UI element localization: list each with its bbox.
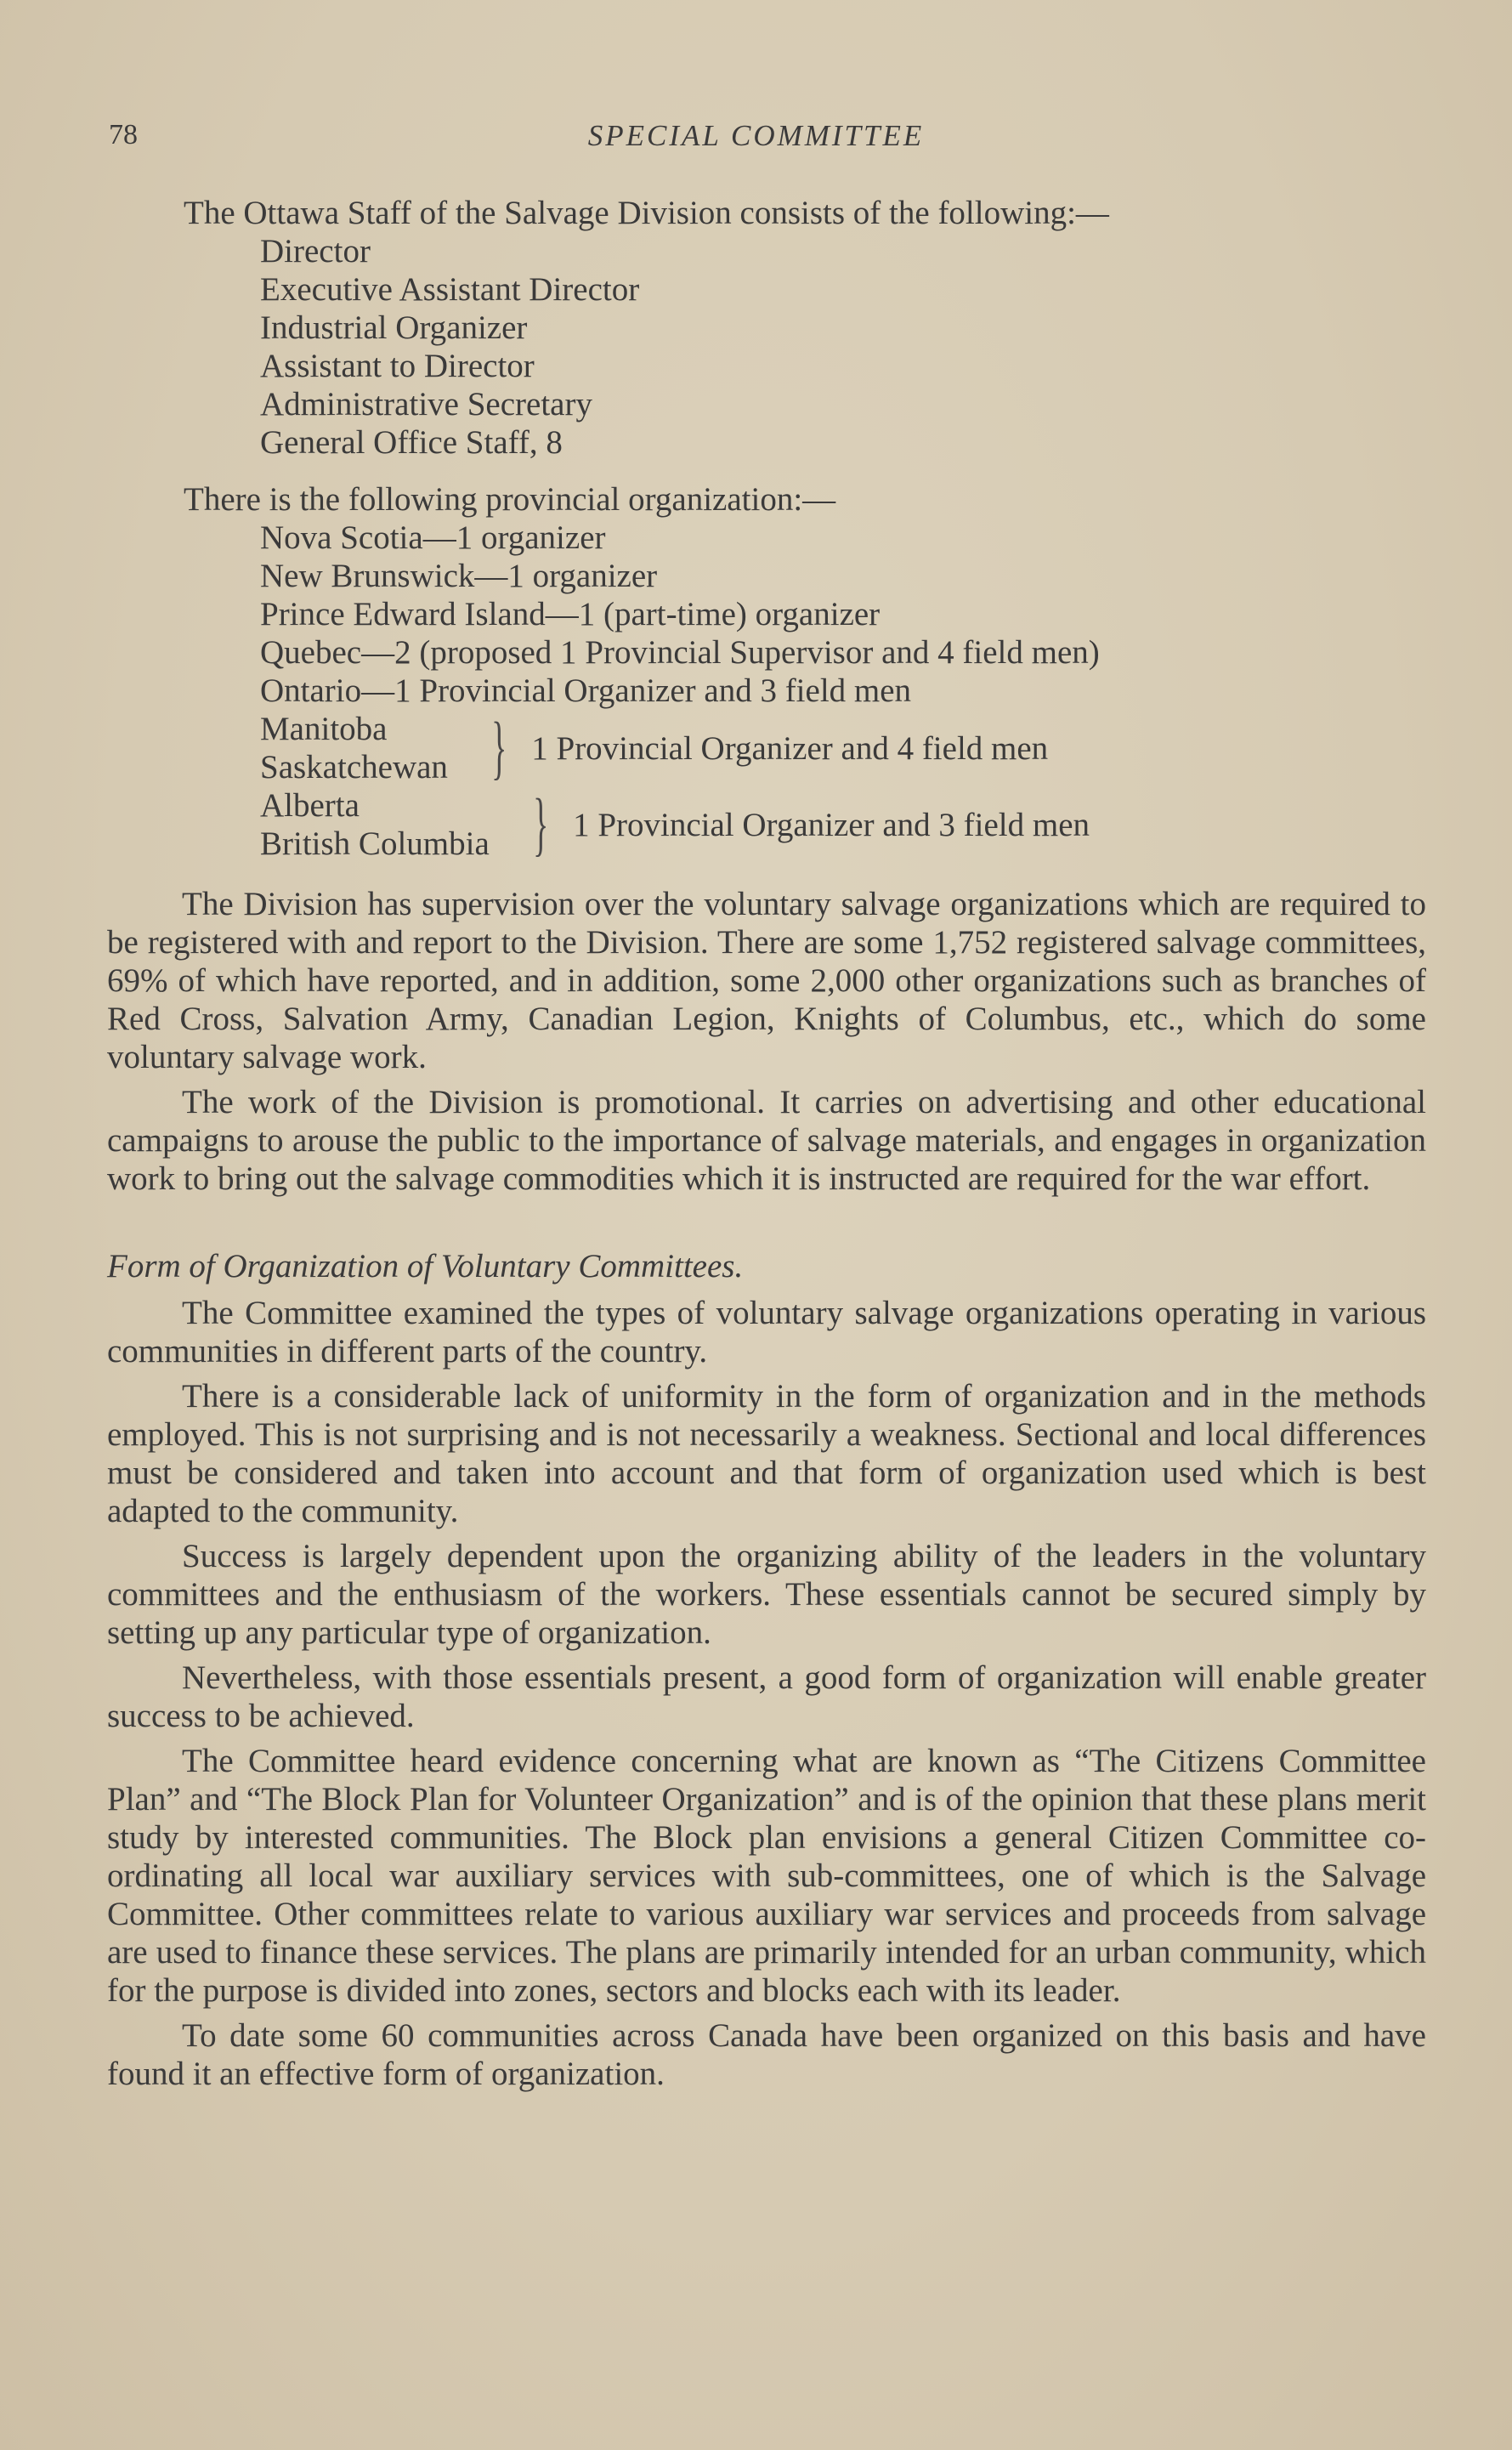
province-group xyxy=(260,786,1426,863)
running-head: SPECIAL COMMITTEE xyxy=(587,119,925,152)
body-text xyxy=(107,194,1426,2093)
paragraph: To date some 60 communities across Canada have been organized on this basis and have found it an effective form of organization. xyxy=(107,2017,1426,2092)
group-description: 1 Provincial Organizer and 4 field men xyxy=(531,729,1049,767)
province-name: Alberta xyxy=(260,787,360,824)
province-item: Nova Scotia—1 organizer xyxy=(260,519,606,556)
staff-item: General Office Staff, 8 xyxy=(260,424,563,461)
section-heading: Form of Organization of Voluntary Committees. xyxy=(107,1248,744,1285)
staff-item: Administrative Secretary xyxy=(260,386,592,423)
province-list xyxy=(260,519,1426,710)
province-group xyxy=(260,710,1426,786)
staff-item: Executive Assistant Director xyxy=(260,271,640,308)
page-number: 78 xyxy=(109,119,138,150)
paragraph: The Committee examined the types of voluntary salvage organizations operating in various communities in different parts of the country. xyxy=(107,1295,1426,1370)
paragraph: There is a considerable lack of uniformity in the form of organization and in the methods employed. This is not surprising and is not necessarily a weakness. Sectional and local differences must be considered and taken into account and that form of organization used which is best adapted to the community. xyxy=(107,1378,1426,1529)
group-description: 1 Provincial Organizer and 3 field men xyxy=(573,806,1090,843)
paragraph: The Committee heard evidence concerning what are known as “The Citizens Committee Plan” and “The Block Plan for Volunteer Organization” and is of the opinion that these plans merit study by interested communities. The Block plan envisions a general Citizen Committee co-ordinating all local war auxiliary services with sub-committees, one of which is the Salvage Committee. Other committees relate to various auxiliary war services and proceeds from salvage are used to finance these services. The plans are primarily intended for an urban community, which for the purpose is divided into zones, sectors and blocks each with its leader. xyxy=(107,1743,1426,2009)
staff-intro: The Ottawa Staff of the Salvage Division consists of the following:— xyxy=(184,195,1109,231)
paragraph: The Division has supervision over the voluntary salvage organizations which are required to be registered with and report to the Division. There are some 1,752 registered salvage committees, 69% of which have reported, and in addition, some 2,000 other organizations such as branches of Red Cross, Salvation Army, Canadian Legion, Knights of Columbus, etc., which do some voluntary salvage work. xyxy=(107,886,1426,1075)
provincial-intro: There is the following provincial organization:— xyxy=(184,481,836,518)
staff-list xyxy=(260,232,1426,462)
province-name: Manitoba xyxy=(260,711,388,747)
brace-icon: } xyxy=(491,708,507,787)
province-name: British Columbia xyxy=(260,825,490,862)
staff-item: Assistant to Director xyxy=(260,348,535,384)
staff-item: Director xyxy=(260,233,371,269)
province-item: Prince Edward Island—1 (part-time) organizer xyxy=(260,596,881,632)
province-item: Quebec—2 (proposed 1 Provincial Supervisor and 4 field men) xyxy=(260,634,1100,671)
staff-item: Industrial Organizer xyxy=(260,309,528,346)
paragraph: Nevertheless, with those essentials present, a good form of organization will enable greater success to be achieved. xyxy=(107,1659,1426,1734)
page-header xyxy=(109,119,1403,162)
paragraph: The work of the Division is promotional. It carries on advertising and other educational campaigns to arouse the public to the importance of salvage materials, and engages in organization work to bring out the salvage commodities which it is instructed are required for the war effort. xyxy=(107,1084,1426,1197)
province-name: Saskatchewan xyxy=(260,749,448,785)
province-item: New Brunswick—1 organizer xyxy=(260,558,658,594)
province-item: Ontario—1 Provincial Organizer and 3 field men xyxy=(260,672,912,709)
paragraph: Success is largely dependent upon the organizing ability of the leaders in the voluntary committees and the enthusiasm of the workers. These essentials cannot be secured simply by setting up any particular type of organization. xyxy=(107,1538,1426,1651)
brace-icon: } xyxy=(532,785,549,864)
